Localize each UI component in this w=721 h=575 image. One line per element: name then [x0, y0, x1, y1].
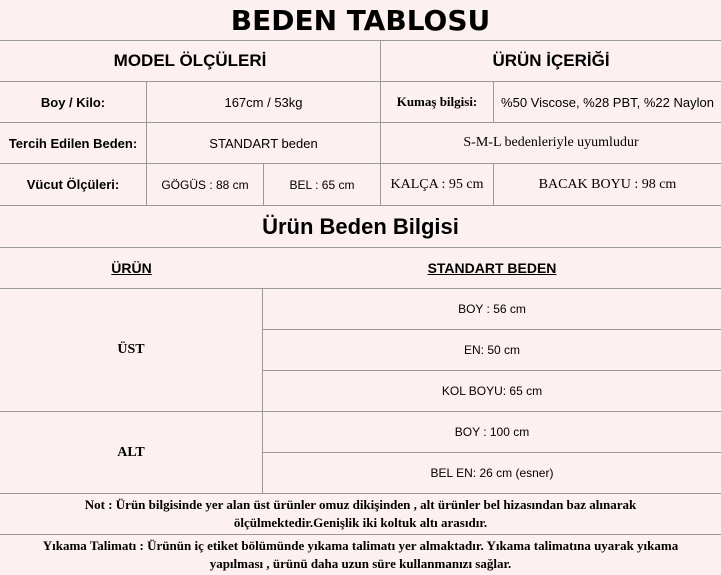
kalca-value: KALÇA : 95 cm [381, 164, 494, 205]
alt-bel-row [263, 453, 721, 494]
uyum-value: S-M-L bedenleriyle uyumludur [463, 135, 639, 150]
tercih-row [0, 123, 721, 164]
bacak-value: BACAK BOYU : 98 cm [538, 176, 677, 192]
ust-boy-value: BOY : 56 cm [458, 302, 526, 316]
vucut-label: Vücut Ölçüleri: [0, 164, 147, 205]
note-text: Not : Ürün bilgisinde yer alan üst ürünler omuz dikişinden , alt ürünler bel hizasından baz alınarak ölçülmektedir.Genişlik iki koltuk altı arasıdır. [84, 497, 637, 530]
page-title: BEDEN TABLOSU [230, 3, 491, 37]
product-size-title: Ürün Beden Bilgisi [262, 213, 459, 239]
urun-column-header: ÜRÜN [111, 260, 152, 276]
alt-bel-value: BEL EN: 26 cm (esner) [430, 466, 554, 480]
tercih-value: STANDART beden [147, 123, 381, 163]
product-content-header: ÜRÜN İÇERİĞİ [492, 51, 610, 70]
ust-boy-row [263, 289, 721, 330]
section2-title-row [0, 206, 721, 248]
boy-kilo-value: 167cm / 53kg [147, 82, 381, 122]
tercih-label: Tercih Edilen Beden: [0, 123, 147, 163]
kumas-label: Kumaş bilgisi: [381, 82, 494, 122]
boy-kilo-row [0, 82, 721, 123]
ust-kol-value: KOL BOYU: 65 cm [441, 384, 543, 398]
section-header-row [0, 41, 721, 82]
ust-kol-row [263, 371, 721, 412]
ust-en-value: EN: 50 cm [463, 343, 520, 357]
kumas-value: %50 Viscose, %28 PBT, %22 Naylon [501, 94, 714, 110]
gogus-value: GÖGÜS : 88 cm [147, 164, 264, 205]
ust-label: ÜST [0, 289, 263, 411]
vucut-row [0, 164, 721, 206]
title-row [0, 0, 721, 41]
ust-en-row [263, 330, 721, 371]
alt-boy-row [263, 412, 721, 453]
alt-boy-value: BOY : 100 cm [454, 425, 530, 439]
boy-kilo-label: Boy / Kilo: [0, 82, 147, 122]
wash-instructions: Yıkama Talimatı : Ürünün iç etiket bölümünde yıkama talimatı yer almaktadır. Yıkama talimatına uyarak yıkama yapılması , ürünü daha uzun süre kullanmanızı sağlar. [42, 538, 679, 571]
model-measurements-header: MODEL ÖLÇÜLERİ [0, 41, 381, 81]
section2-header-row [0, 248, 721, 289]
alt-label: ALT [0, 412, 263, 493]
bel-value: BEL : 65 cm [264, 164, 381, 205]
standart-beden-column-header: STANDART BEDEN [427, 260, 557, 276]
